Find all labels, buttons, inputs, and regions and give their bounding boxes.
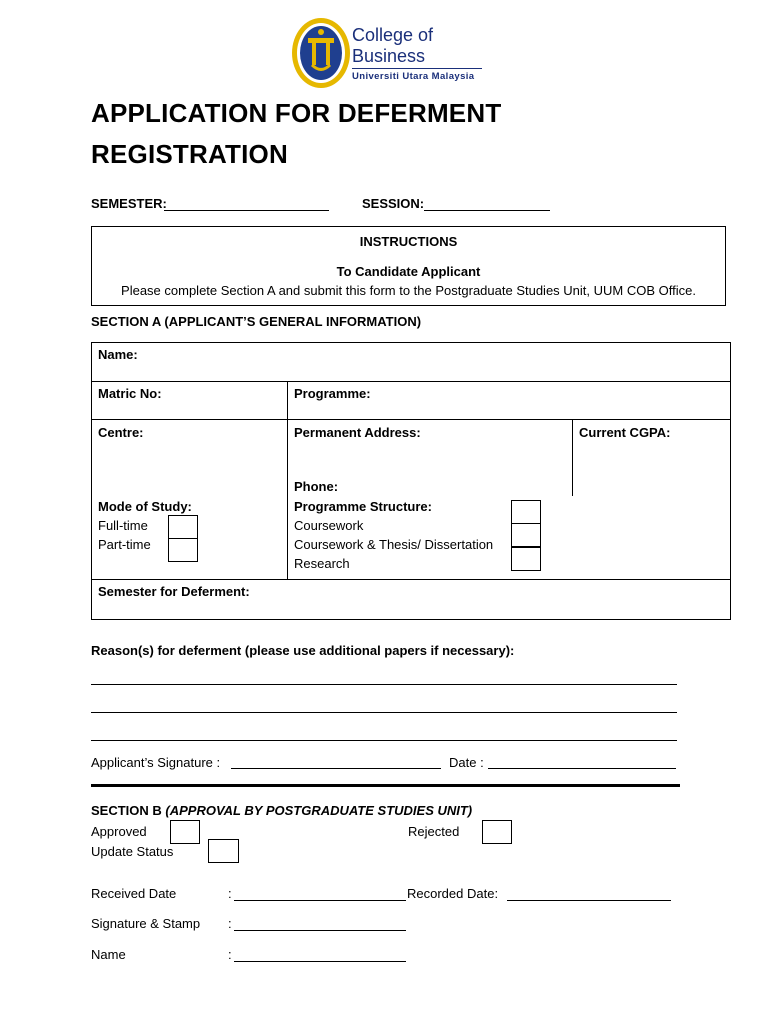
semester-deferment-cell[interactable] — [91, 579, 731, 620]
signature-stamp-label: Signature & Stamp — [91, 916, 201, 931]
session-label: SESSION: — [362, 196, 425, 211]
signature-label: Applicant’s Signature : — [91, 755, 221, 770]
centre-label: Centre: — [98, 425, 144, 440]
update-status-label: Update Status — [91, 844, 174, 859]
semester-deferment-label: Semester for Deferment: — [98, 584, 250, 599]
recorded-date-field[interactable] — [507, 900, 671, 901]
section-divider — [91, 784, 680, 787]
name-b-colon: : — [228, 947, 232, 962]
section-b-heading — [91, 803, 472, 818]
mode-label: Mode of Study: — [98, 499, 192, 514]
instructions-text: Please complete Section A and submit this form to the Postgraduate Studies Unit, UUM COB Office. — [121, 283, 696, 298]
semester-field[interactable] — [164, 210, 329, 211]
cgpa-cell[interactable] — [572, 419, 731, 497]
coursework-thesis-label: Coursework & Thesis/ Dissertation — [294, 537, 494, 552]
approved-checkbox[interactable] — [170, 820, 200, 844]
phone-label: Phone: — [294, 479, 339, 494]
reasons-label: Reason(s) for deferment (please use additional papers if necessary): — [91, 643, 515, 658]
received-colon: : — [228, 886, 232, 901]
reason-line-1[interactable] — [91, 684, 677, 685]
signature-stamp-colon: : — [228, 916, 232, 931]
page-title-line2: REGISTRATION — [91, 139, 288, 169]
received-date-label: Received Date — [91, 886, 177, 901]
semester-label: SEMESTER: — [91, 196, 167, 211]
instructions-box — [91, 226, 726, 306]
address-label: Permanent Address: — [294, 425, 421, 440]
centre-cell[interactable] — [91, 419, 288, 497]
page-title-line1: APPLICATION FOR DEFERMENT — [91, 98, 502, 128]
college-logo — [290, 16, 495, 90]
signature-stamp-field[interactable] — [234, 930, 406, 931]
cgpa-label: Current CGPA: — [579, 425, 671, 440]
name-b-label: Name — [91, 947, 126, 962]
date-label: Date : — [449, 755, 484, 770]
section-b-prefix: SECTION B — [91, 803, 162, 818]
parttime-label: Part-time — [98, 537, 151, 552]
name-label: Name: — [98, 347, 138, 362]
name-cell[interactable] — [91, 342, 731, 382]
parttime-checkbox[interactable] — [168, 538, 198, 562]
coursework-label: Coursework — [294, 518, 364, 533]
logo-college: College of — [352, 25, 434, 45]
section-b-rest: (APPROVAL BY POSTGRADUATE STUDIES UNIT) — [161, 803, 473, 818]
logo-university: Universiti Utara Malaysia — [352, 71, 475, 82]
reason-line-2[interactable] — [91, 712, 677, 713]
programme-cell[interactable] — [287, 381, 731, 420]
update-status-checkbox[interactable] — [208, 839, 239, 863]
rejected-checkbox[interactable] — [482, 820, 512, 844]
structure-cell — [287, 479, 731, 580]
coursework-checkbox[interactable] — [511, 500, 541, 524]
fulltime-checkbox[interactable] — [168, 515, 198, 539]
signature-field[interactable] — [231, 768, 441, 769]
fulltime-label: Full-time — [98, 518, 148, 533]
research-checkbox[interactable] — [511, 547, 541, 571]
approved-label: Approved — [91, 824, 147, 839]
uum-crest-icon — [290, 16, 352, 90]
instructions-heading: INSTRUCTIONS — [359, 234, 458, 249]
logo-business: Business — [352, 46, 426, 66]
instructions-subheading: To Candidate Applicant — [336, 264, 481, 279]
date-field[interactable] — [488, 768, 676, 769]
section-a-heading: SECTION A (APPLICANT’S GENERAL INFORMATION) — [91, 314, 422, 329]
rejected-label: Rejected — [408, 824, 460, 839]
recorded-date-label: Recorded Date: — [407, 886, 499, 901]
reason-line-3[interactable] — [91, 740, 677, 741]
received-date-field[interactable] — [234, 900, 406, 901]
programme-label: Programme: — [294, 386, 371, 401]
coursework-thesis-checkbox[interactable] — [511, 523, 541, 547]
matric-label: Matric No: — [98, 386, 162, 401]
structure-label: Programme Structure: — [294, 499, 432, 514]
session-field[interactable] — [424, 210, 550, 211]
matric-cell[interactable] — [91, 381, 288, 420]
research-label: Research — [294, 556, 350, 571]
name-b-field[interactable] — [234, 961, 406, 962]
